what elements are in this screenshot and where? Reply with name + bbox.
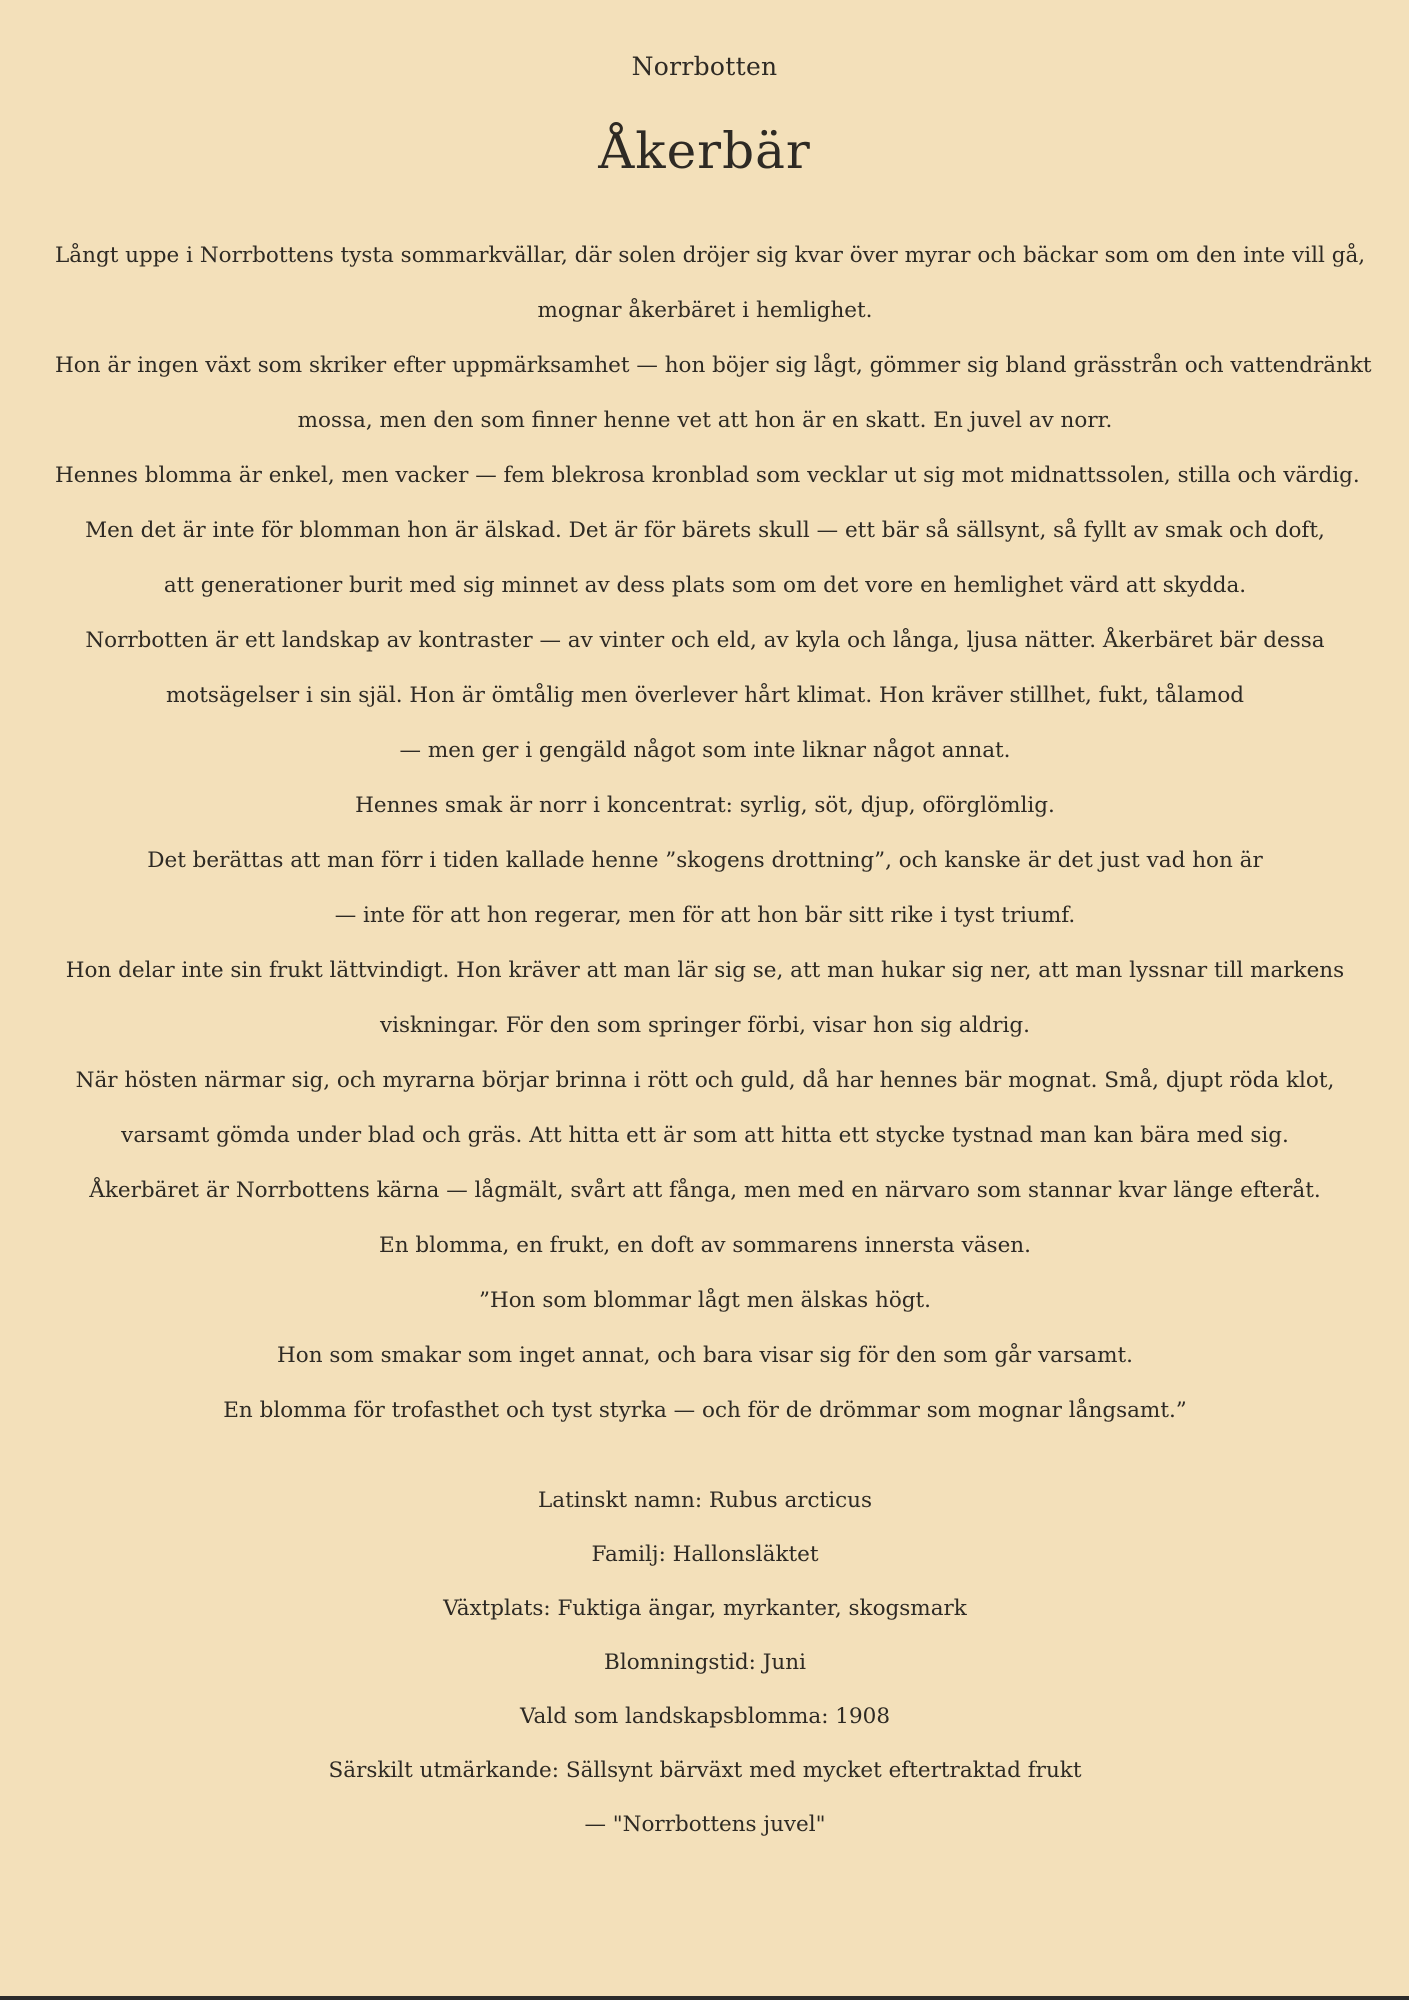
page-title: Åkerbär <box>598 122 811 180</box>
body-line: Hon delar inte sin frukt lättvindigt. Hon kräver att man lär sig se, att man hukar sig ner, att man lyssnar till markens <box>65 958 1345 983</box>
fact-flowering-time: Blomningstid: Juni <box>604 1650 806 1675</box>
body-line: Norrbotten är ett landskap av kontraster — av vinter och eld, av kyla och långa, ljusa nätter. Åkerbäret bär dessa <box>85 628 1325 653</box>
body-line: Hennes blomma är enkel, men vacker — fem blekrosa kronblad som vecklar ut sig mot midnattssolen, stilla och värdig. <box>55 463 1360 488</box>
body-line: att generationer burit med sig minnet av dess plats som om det vore en hemlighet värd att skydda. <box>163 573 1247 598</box>
body-line: När hösten närmar sig, och myrarna börjar brinna i rött och guld, då har hennes bär mognat. Små, djupt röda klot, <box>75 1068 1335 1093</box>
fact-distinctive: Särskilt utmärkande: Sällsynt bärväxt med mycket eftertraktad frukt <box>328 1758 1082 1783</box>
body-line: — inte för att hon regerar, men för att hon bär sitt rike i tyst triumf. <box>334 903 1076 928</box>
body-line: Hennes smak är norr i koncentrat: syrlig, söt, djup, oförglömlig. <box>355 793 1055 818</box>
body-line: — men ger i gengäld något som inte liknar något annat. <box>399 738 1011 763</box>
fact-family: Familj: Hallonsläktet <box>591 1542 819 1567</box>
body-line: Men det är inte för blomman hon är älskad. Det är för bärets skull — ett bär så sällsynt, så fyllt av smak och doft, <box>85 518 1325 543</box>
bottom-divider <box>0 1996 1409 2000</box>
facts-list <box>55 1474 1355 1852</box>
body-line: motsägelser i sin själ. Hon är ömtålig men överlever hårt klimat. Hon kräver stillhet, fukt, tålamod <box>165 683 1245 708</box>
body-line: Långt uppe i Norrbottens tysta sommarkvällar, där solen dröjer sig kvar över myrar och bäckar som om den inte vill gå, <box>55 243 1366 268</box>
body-line: Åkerbäret är Norrbottens kärna — lågmält, svårt att fånga, men med en närvaro som stannar kvar länge efteråt. <box>89 1178 1321 1203</box>
body-line: varsamt gömda under blad och gräs. Att hitta ett är som att hitta ett stycke tystnad man kan bära med sig. <box>121 1123 1289 1148</box>
region-name: Norrbotten <box>631 52 778 81</box>
quote-line: Hon som smakar som inget annat, och bara visar sig för den som går varsamt. <box>277 1343 1133 1368</box>
fact-chosen-year: Vald som landskapsblomma: 1908 <box>520 1704 890 1729</box>
body-line: Hon är ingen växt som skriker efter uppmärksamhet — hon böjer sig lågt, gömmer sig bland grässtrån och vattendränkt <box>55 353 1372 378</box>
body-text <box>55 228 1372 1438</box>
body-line: mognar åkerbäret i hemlighet. <box>537 298 873 323</box>
body-line: En blomma, en frukt, en doft av sommarens innersta väsen. <box>379 1233 1031 1258</box>
fact-habitat: Växtplats: Fuktiga ängar, myrkanter, skogsmark <box>443 1596 967 1621</box>
quote-line: En blomma för trofasthet och tyst styrka — och för de drömmar som mognar långsamt.” <box>223 1398 1187 1423</box>
fact-distinctive-continued: — "Norrbottens juvel" <box>584 1812 826 1837</box>
body-line: viskningar. För den som springer förbi, visar hon sig aldrig. <box>379 1013 1031 1038</box>
body-line: mossa, men den som finner henne vet att hon är en skatt. En juvel av norr. <box>297 408 1113 433</box>
quote-line: ”Hon som blommar lågt men älskas högt. <box>478 1288 932 1313</box>
fact-latin-name: Latinskt namn: Rubus arcticus <box>537 1488 873 1513</box>
body-line: Det berättas att man förr i tiden kallade henne ”skogens drottning”, och kanske är det just vad hon är <box>147 848 1263 873</box>
